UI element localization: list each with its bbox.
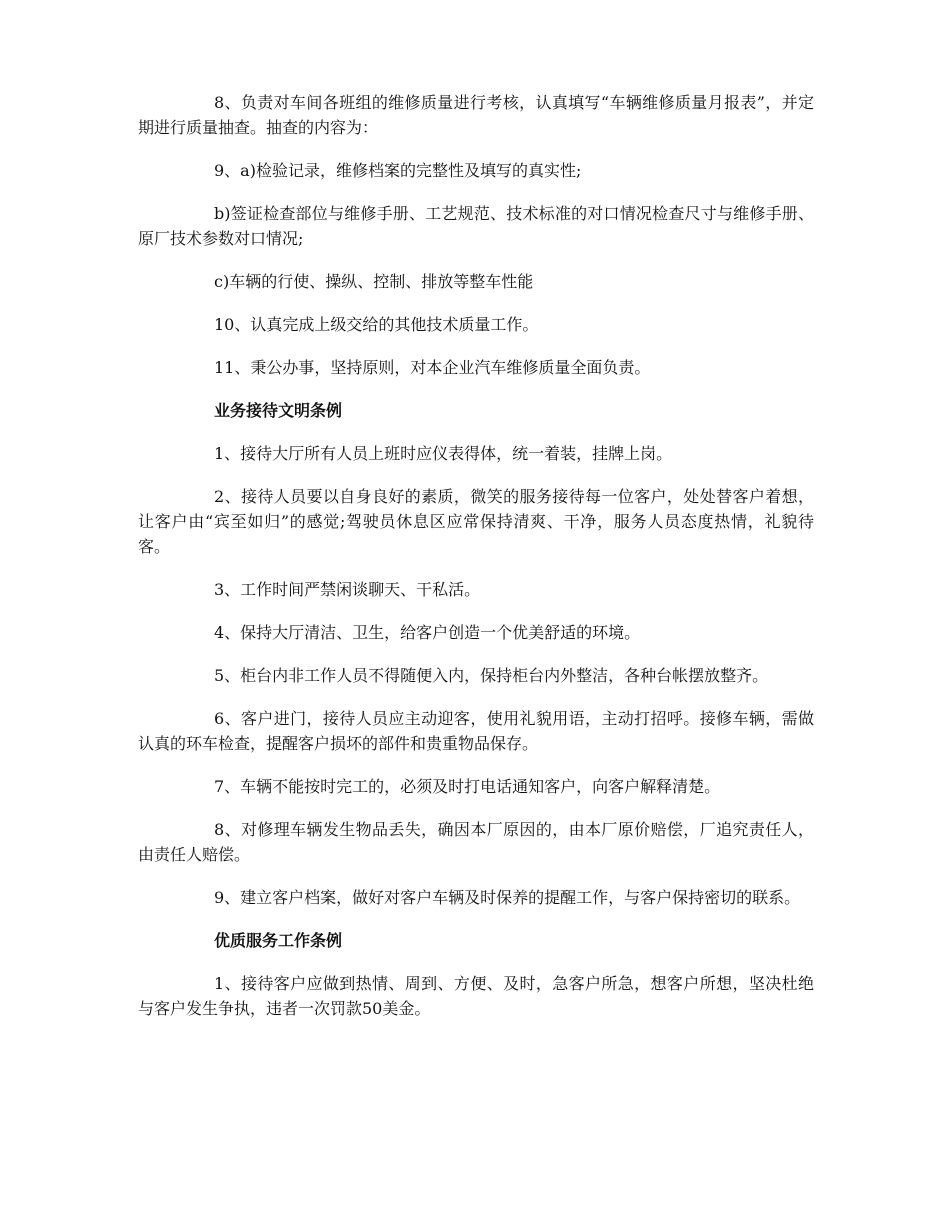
paragraph-reception-3: 3、工作时间严禁闲谈聊天、干私活。: [214, 580, 481, 599]
paragraph-other-duties-10: 10、认真完成上级交给的其他技术质量工作。: [214, 315, 539, 334]
paragraph-inspection-record-9a: 9、a)检验记录，维修档案的完整性及填写的真实性;: [214, 161, 582, 180]
paragraph-reception-6: 6、客户进门，接待人员应主动迎客，使用礼貌用语，主动打招呼。接修车辆，需做认真的环车检查，提醒客户损坏的部件和贵重物品保存。: [138, 709, 814, 753]
paragraph-reception-2: 2、接待人员要以自身良好的素质，微笑的服务接待每一位客户，处处替客户着想，让客户由“宾至如归”的感觉;驾驶员休息区应常保持清爽、干净，服务人员态度热情，礼貌待客。: [138, 487, 814, 556]
paragraph-vehicle-performance-9c: c)车辆的行使、操纵、控制、排放等整车性能: [214, 272, 534, 291]
paragraph-quality-service-1: 1、接待客户应做到热情、周到、方便、及时，急客户所急，想客户所想，坚决杜绝与客户发生争执，违者一次罚款50美金。: [138, 974, 814, 1018]
paragraph-reception-4: 4、保持大厅清洁、卫生，给客户创造一个优美舒适的环境。: [214, 623, 641, 642]
paragraph-reception-9: 9、建立客户档案，做好对客户车辆及时保养的提醒工作，与客户保持密切的联系。: [214, 888, 801, 907]
document-page: [138, 90, 814, 1021]
section-heading-quality-service: 优质服务工作条例: [214, 931, 343, 950]
paragraph-inspection-9b: b)签证检查部位与维修手册、工艺规范、技术标准的对口情况检查尺寸与维修手册、原厂技术参数对口情况;: [138, 204, 814, 248]
paragraph-quality-check-8: 8、负责对车间各班组的维修质量进行考核，认真填写“车辆维修质量月报表”，并定期进行质量抽查。抽查的内容为：: [138, 93, 814, 137]
paragraph-reception-7: 7、车辆不能按时完工的，必须及时打电话通知客户，向客户解释清楚。: [214, 777, 721, 796]
paragraph-reception-5: 5、柜台内非工作人员不得随便入内，保持柜台内外整洁，各种台帐摆放整齐。: [214, 666, 769, 685]
paragraph-reception-1: 1、接待大厅所有人员上班时应仪表得体，统一着装，挂牌上岗。: [214, 444, 673, 463]
paragraph-impartiality-11: 11、秉公办事，坚持原则，对本企业汽车维修质量全面负责。: [214, 358, 651, 377]
section-heading-reception: 业务接待文明条例: [214, 401, 343, 420]
paragraph-reception-8: 8、对修理车辆发生物品丢失，确因本厂原因的，由本厂原价赔偿，厂追究责任人，由责任人赔偿。: [138, 820, 814, 864]
